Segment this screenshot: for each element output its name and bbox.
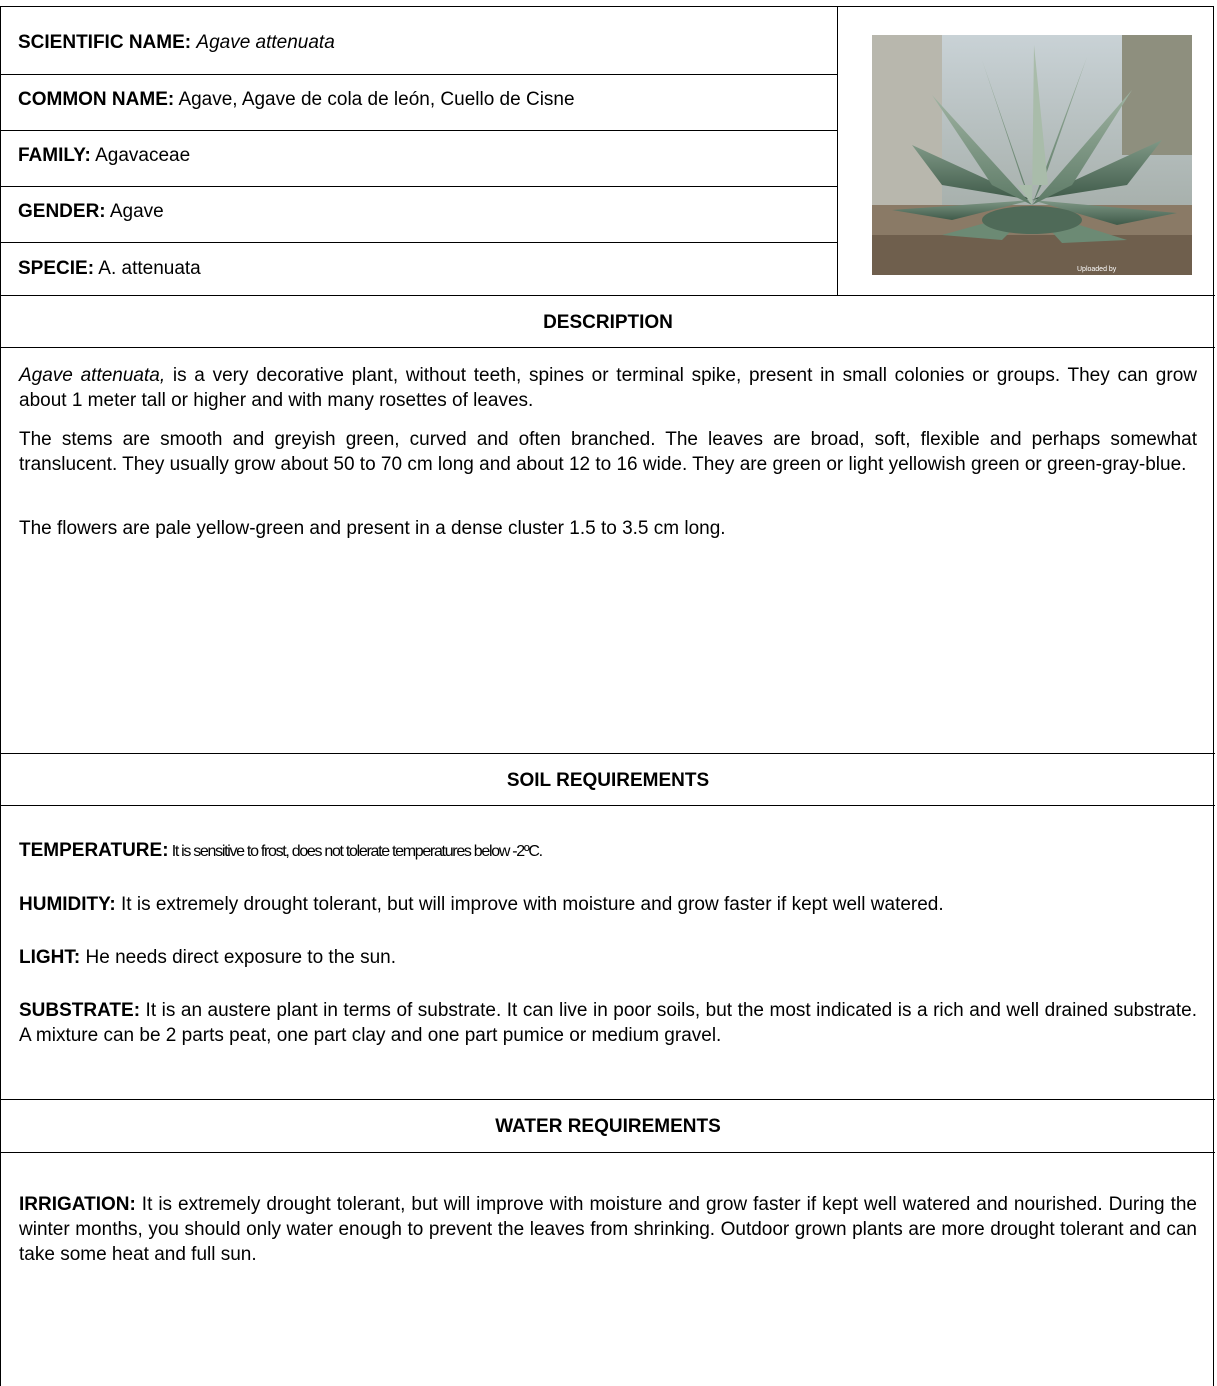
- column-divider: [837, 7, 838, 295]
- divider: [1, 295, 1215, 296]
- temperature-text: It is sensitive to frost, does not tolerate temperatures below -2ºC.: [168, 843, 542, 860]
- common-name-value: Agave, Agave de cola de león, Cuello de Cisne: [178, 89, 575, 110]
- divider: [1, 805, 1215, 806]
- specie-label: SPECIE:: [18, 258, 95, 279]
- temperature-paragraph: [19, 838, 1197, 864]
- description-text-1: is a very decorative plant, without teeth, spines or terminal spike, present in small colonies or groups. They can grow about 1 meter tall or higher and with many rosettes of leaves.: [19, 365, 1197, 411]
- humidity-paragraph: [19, 892, 1197, 917]
- description-paragraph-3: The flowers are pale yellow-green and present in a dense cluster 1.5 to 3.5 cm long.: [19, 518, 726, 539]
- light-text: He needs direct exposure to the sun.: [80, 947, 397, 968]
- humidity-text: It is extremely drought tolerant, but will improve with moisture and grow faster if kept well watered.: [115, 894, 944, 915]
- common-name-row: [18, 88, 575, 112]
- light-paragraph: [19, 945, 1197, 970]
- gender-label: GENDER:: [18, 201, 106, 222]
- gender-row: [18, 200, 164, 224]
- agave-photo: [872, 35, 1192, 275]
- humidity-label: HUMIDITY:: [19, 894, 116, 915]
- substrate-text: It is an austere plant in terms of substrate. It can live in poor soils, but the most indicated is a rich and well drained substrate. A mixture can be 2 parts peat, one part clay and one part pumice or medium gravel.: [19, 1000, 1197, 1046]
- temperature-label: TEMPERATURE:: [19, 840, 169, 861]
- gender-value: Agave: [109, 201, 164, 222]
- agave-illustration: [872, 35, 1192, 275]
- light-label: LIGHT:: [19, 947, 81, 968]
- common-name-label: COMMON NAME:: [18, 89, 175, 110]
- scientific-name-row: [18, 31, 335, 55]
- plant-fact-sheet: [0, 6, 1214, 1386]
- soil-heading: SOIL REQUIREMENTS: [506, 770, 710, 791]
- description-paragraph-1: [19, 363, 1197, 413]
- divider: [1, 1152, 1215, 1153]
- divider: [1, 242, 837, 243]
- scientific-name-label: SCIENTIFIC NAME:: [18, 32, 192, 53]
- family-value: Agavaceae: [95, 145, 191, 166]
- divider: [1, 347, 1215, 348]
- specie-row: [18, 257, 201, 281]
- divider: [1, 186, 837, 187]
- description-heading: DESCRIPTION: [543, 312, 673, 333]
- irrigation-label: IRRIGATION:: [19, 1194, 136, 1215]
- description-intro: Agave attenuata,: [19, 365, 166, 386]
- description-paragraph-2: The stems are smooth and greyish green, curved and often branched. The leaves are broad, soft, flexible and perhaps somewhat translucent. They usually grow about 50 to 70 cm long and about 12 to 16 wide. They are green or light yellowish green or green-gray-blue.: [19, 429, 1197, 475]
- family-row: [18, 144, 190, 168]
- family-label: FAMILY:: [18, 145, 91, 166]
- specie-value: A. attenuata: [98, 258, 201, 279]
- photo-watermark: Uploaded by: [1077, 266, 1117, 273]
- divider: [1, 1099, 1215, 1100]
- scientific-name-value: Agave attenuata: [196, 32, 335, 53]
- substrate-paragraph: [19, 998, 1197, 1048]
- divider: [1, 74, 837, 75]
- water-heading: WATER REQUIREMENTS: [495, 1116, 721, 1137]
- irrigation-paragraph: [19, 1192, 1197, 1267]
- irrigation-text: It is extremely drought tolerant, but will improve with moisture and grow faster if kept well watered and nourished. During the winter months, you should only water enough to prevent the leaves from shrinking. Outdoor grown plants are more drought tolerant and can take some heat and full sun.: [19, 1194, 1197, 1265]
- divider: [1, 130, 837, 131]
- substrate-label: SUBSTRATE:: [19, 1000, 141, 1021]
- divider: [1, 753, 1215, 754]
